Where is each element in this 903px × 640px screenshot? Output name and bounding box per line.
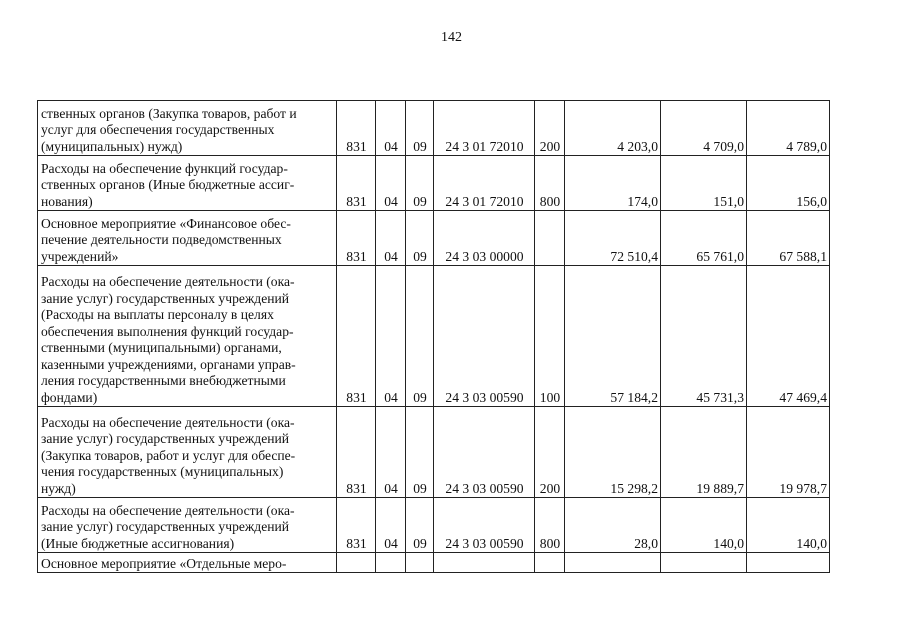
amount-year-2 <box>661 553 747 573</box>
table-body <box>38 101 830 573</box>
budget-table <box>37 100 830 573</box>
table-row <box>38 407 830 498</box>
amount-year-1: 15 298,2 <box>565 407 661 498</box>
subsection-code: 09 <box>406 156 434 211</box>
subsection-code: 09 <box>406 101 434 156</box>
row-description: Расходы на обеспечение деятельности (ока- зание услуг) государственных учреждений (Закупка товаров, работ и услуг для обеспе- чения государственных (муниципальных) нужд) <box>38 407 337 498</box>
amount-year-3: 19 978,7 <box>747 407 830 498</box>
row-description: Основное мероприятие «Финансовое обес- печение деятельности подведомственных учреждений» <box>38 211 337 266</box>
expense-type-code: 800 <box>535 156 565 211</box>
ved-code: 831 <box>337 407 376 498</box>
target-article-code: 24 3 03 00000 <box>434 211 535 266</box>
page-number: 142 <box>441 30 462 45</box>
row-description: Основное мероприятие «Отдельные меро- <box>38 553 337 573</box>
target-article-code: 24 3 03 00590 <box>434 498 535 553</box>
ved-code: 831 <box>337 156 376 211</box>
amount-year-3: 140,0 <box>747 498 830 553</box>
amount-year-1: 57 184,2 <box>565 266 661 407</box>
amount-year-2: 19 889,7 <box>661 407 747 498</box>
expense-type-code: 200 <box>535 101 565 156</box>
section-code <box>376 553 406 573</box>
target-article-code: 24 3 03 00590 <box>434 266 535 407</box>
amount-year-2: 4 709,0 <box>661 101 747 156</box>
table-row <box>38 211 830 266</box>
amount-year-3: 47 469,4 <box>747 266 830 407</box>
section-code: 04 <box>376 407 406 498</box>
target-article-code: 24 3 01 72010 <box>434 101 535 156</box>
expense-type-code <box>535 211 565 266</box>
section-code: 04 <box>376 101 406 156</box>
section-code: 04 <box>376 156 406 211</box>
table-row <box>38 156 830 211</box>
ved-code: 831 <box>337 498 376 553</box>
amount-year-3 <box>747 553 830 573</box>
row-description: Расходы на обеспечение деятельности (ока- зание услуг) государственных учреждений (Иные бюджетные ассигнования) <box>38 498 337 553</box>
amount-year-3: 67 588,1 <box>747 211 830 266</box>
amount-year-2: 45 731,3 <box>661 266 747 407</box>
amount-year-2: 140,0 <box>661 498 747 553</box>
subsection-code <box>406 553 434 573</box>
section-code: 04 <box>376 498 406 553</box>
target-article-code: 24 3 01 72010 <box>434 156 535 211</box>
section-code: 04 <box>376 211 406 266</box>
amount-year-1: 28,0 <box>565 498 661 553</box>
amount-year-3: 156,0 <box>747 156 830 211</box>
target-article-code <box>434 553 535 573</box>
amount-year-1: 72 510,4 <box>565 211 661 266</box>
subsection-code: 09 <box>406 266 434 407</box>
amount-year-1: 4 203,0 <box>565 101 661 156</box>
subsection-code: 09 <box>406 407 434 498</box>
row-description: Расходы на обеспечение деятельности (ока- зание услуг) государственных учреждений (Расходы на выплаты персоналу в целях обеспечения выполнения функций государ- ственными (муниципальными) органами, казенными учреждениями, органами управ- ления государственными внебюджетными фондами) <box>38 266 337 407</box>
expense-type-code: 200 <box>535 407 565 498</box>
subsection-code: 09 <box>406 211 434 266</box>
table-row <box>38 266 830 407</box>
expense-type-code: 800 <box>535 498 565 553</box>
expense-type-code <box>535 553 565 573</box>
table-row <box>38 498 830 553</box>
table-row <box>38 553 830 573</box>
expense-type-code: 100 <box>535 266 565 407</box>
amount-year-2: 151,0 <box>661 156 747 211</box>
section-code: 04 <box>376 266 406 407</box>
ved-code: 831 <box>337 266 376 407</box>
target-article-code: 24 3 03 00590 <box>434 407 535 498</box>
amount-year-2: 65 761,0 <box>661 211 747 266</box>
ved-code: 831 <box>337 101 376 156</box>
amount-year-1: 174,0 <box>565 156 661 211</box>
ved-code <box>337 553 376 573</box>
amount-year-1 <box>565 553 661 573</box>
subsection-code: 09 <box>406 498 434 553</box>
row-description: Расходы на обеспечение функций государ- ственных органов (Иные бюджетные ассиг- нования) <box>38 156 337 211</box>
row-description: ственных органов (Закупка товаров, работ и услуг для обеспечения государственных (муниципальных) нужд) <box>38 101 337 156</box>
ved-code: 831 <box>337 211 376 266</box>
amount-year-3: 4 789,0 <box>747 101 830 156</box>
table-row <box>38 101 830 156</box>
